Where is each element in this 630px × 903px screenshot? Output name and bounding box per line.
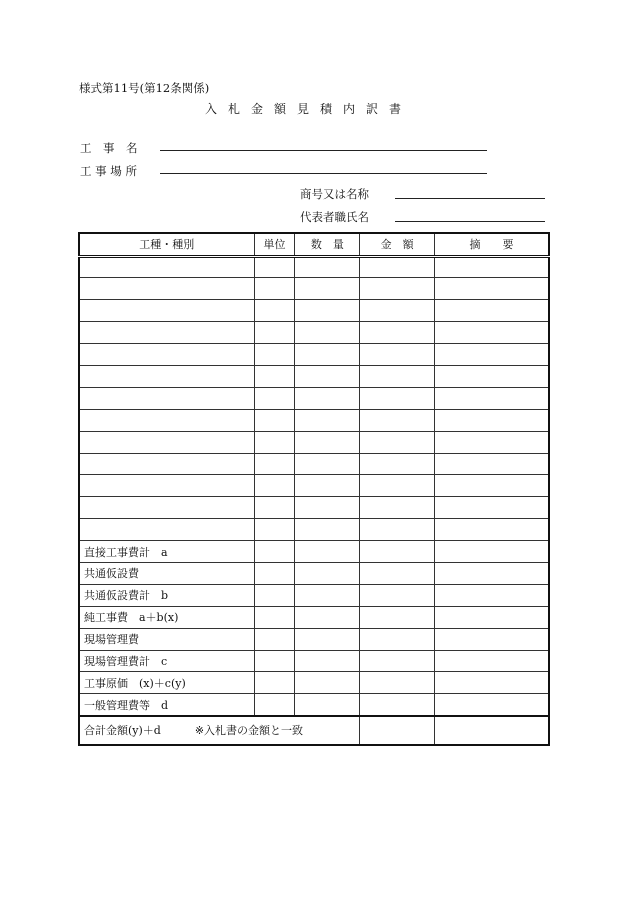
quantity-cell[interactable] — [295, 541, 360, 563]
total-amount-cell[interactable] — [360, 716, 435, 745]
unit-cell[interactable] — [254, 606, 295, 628]
summary-label: 純工事費 a＋b(x) — [79, 606, 254, 628]
total-label: 合計金額(y)＋d — [84, 724, 161, 738]
form-number: 様式第11号(第12条関係) — [79, 81, 210, 95]
amount-cell[interactable] — [360, 300, 435, 322]
work-type-cell[interactable] — [79, 431, 254, 453]
table-header-row — [79, 233, 549, 256]
table-row — [79, 387, 549, 409]
work-type-cell[interactable] — [79, 387, 254, 409]
summary-row — [79, 606, 549, 628]
remarks-cell[interactable] — [434, 650, 549, 672]
table-row — [79, 256, 549, 278]
amount-cell[interactable] — [360, 497, 435, 519]
work-type-cell[interactable] — [79, 256, 254, 278]
header-unit: 単位 — [254, 233, 295, 256]
remarks-cell[interactable] — [434, 409, 549, 431]
amount-cell[interactable] — [360, 475, 435, 497]
amount-cell[interactable] — [360, 256, 435, 278]
amount-cell[interactable] — [360, 409, 435, 431]
total-note: ※入札書の金額と一致 — [194, 724, 304, 738]
amount-cell[interactable] — [360, 278, 435, 300]
amount-cell[interactable] — [360, 322, 435, 344]
quantity-cell[interactable] — [295, 562, 360, 584]
table-row — [79, 300, 549, 322]
amount-cell[interactable] — [360, 584, 435, 606]
amount-cell[interactable] — [360, 694, 435, 716]
summary-label: 現場管理費計 c — [79, 650, 254, 672]
quantity-cell[interactable] — [295, 322, 360, 344]
breakdown-table — [78, 232, 550, 746]
remarks-cell[interactable] — [434, 672, 549, 694]
quantity-cell[interactable] — [295, 628, 360, 650]
amount-cell[interactable] — [360, 650, 435, 672]
work-type-cell[interactable] — [79, 278, 254, 300]
remarks-cell[interactable] — [434, 365, 549, 387]
quantity-cell[interactable] — [295, 387, 360, 409]
remarks-cell[interactable] — [434, 497, 549, 519]
summary-label: 一般管理費等 d — [79, 694, 254, 716]
table-row — [79, 453, 549, 475]
unit-cell[interactable] — [254, 562, 295, 584]
summary-row — [79, 541, 549, 563]
unit-cell[interactable] — [254, 300, 295, 322]
work-site-field[interactable] — [160, 173, 487, 174]
quantity-cell[interactable] — [295, 475, 360, 497]
quantity-cell[interactable] — [295, 278, 360, 300]
unit-cell[interactable] — [254, 672, 295, 694]
quantity-cell[interactable] — [295, 300, 360, 322]
unit-cell[interactable] — [254, 278, 295, 300]
table-row — [79, 519, 549, 541]
remarks-cell[interactable] — [434, 344, 549, 366]
summary-label: 直接工事費計 a — [79, 541, 254, 563]
amount-cell[interactable] — [360, 431, 435, 453]
quantity-cell[interactable] — [295, 584, 360, 606]
quantity-cell[interactable] — [295, 256, 360, 278]
quantity-cell[interactable] — [295, 453, 360, 475]
amount-cell[interactable] — [360, 453, 435, 475]
quantity-cell[interactable] — [295, 519, 360, 541]
remarks-cell[interactable] — [434, 584, 549, 606]
quantity-cell[interactable] — [295, 672, 360, 694]
remarks-cell[interactable] — [434, 322, 549, 344]
remarks-cell[interactable] — [434, 541, 549, 563]
summary-label: 共通仮設費 — [79, 562, 254, 584]
amount-cell[interactable] — [360, 606, 435, 628]
total-remarks-cell[interactable] — [434, 716, 549, 745]
remarks-cell[interactable] — [434, 606, 549, 628]
unit-cell[interactable] — [254, 256, 295, 278]
remarks-cell[interactable] — [434, 431, 549, 453]
table-row — [79, 365, 549, 387]
unit-cell[interactable] — [254, 475, 295, 497]
summary-row — [79, 584, 549, 606]
unit-cell[interactable] — [254, 497, 295, 519]
amount-cell[interactable] — [360, 344, 435, 366]
table-row — [79, 431, 549, 453]
remarks-cell[interactable] — [434, 694, 549, 716]
quantity-cell[interactable] — [295, 409, 360, 431]
summary-row — [79, 628, 549, 650]
table-row — [79, 475, 549, 497]
unit-cell[interactable] — [254, 584, 295, 606]
quantity-cell[interactable] — [295, 365, 360, 387]
document-title: 入札金額見積内訳書 — [205, 102, 413, 116]
remarks-cell[interactable] — [434, 475, 549, 497]
remarks-cell[interactable] — [434, 300, 549, 322]
work-type-cell[interactable] — [79, 365, 254, 387]
amount-cell[interactable] — [360, 562, 435, 584]
unit-cell[interactable] — [254, 409, 295, 431]
work-type-cell[interactable] — [79, 322, 254, 344]
work-type-cell[interactable] — [79, 475, 254, 497]
total-row — [79, 716, 549, 745]
work-type-cell[interactable] — [79, 344, 254, 366]
unit-cell[interactable] — [254, 628, 295, 650]
summary-label: 現場管理費 — [79, 628, 254, 650]
table-row — [79, 344, 549, 366]
unit-cell[interactable] — [254, 694, 295, 716]
summary-row — [79, 562, 549, 584]
unit-cell[interactable] — [254, 453, 295, 475]
remarks-cell[interactable] — [434, 278, 549, 300]
total-label-cell — [79, 716, 360, 745]
unit-cell[interactable] — [254, 431, 295, 453]
header-quantity: 数 量 — [295, 233, 360, 256]
work-type-cell[interactable] — [79, 519, 254, 541]
amount-cell[interactable] — [360, 519, 435, 541]
remarks-cell[interactable] — [434, 256, 549, 278]
summary-label: 共通仮設費計 b — [79, 584, 254, 606]
work-site-label: 工 事 場 所 — [80, 164, 137, 178]
unit-cell[interactable] — [254, 541, 295, 563]
remarks-cell[interactable] — [434, 519, 549, 541]
work-type-cell[interactable] — [79, 453, 254, 475]
work-name-field[interactable] — [160, 150, 487, 151]
unit-cell[interactable] — [254, 387, 295, 409]
table-row — [79, 497, 549, 519]
unit-cell[interactable] — [254, 365, 295, 387]
work-name-label: 工 事 名 — [80, 141, 138, 155]
trade-name-field[interactable] — [395, 198, 545, 199]
trade-name-label: 商号又は名称 — [300, 187, 369, 201]
quantity-cell[interactable] — [295, 606, 360, 628]
amount-cell[interactable] — [360, 365, 435, 387]
quantity-cell[interactable] — [295, 694, 360, 716]
unit-cell[interactable] — [254, 519, 295, 541]
header-remarks: 摘 要 — [434, 233, 549, 256]
amount-cell[interactable] — [360, 541, 435, 563]
summary-row — [79, 650, 549, 672]
amount-cell[interactable] — [360, 387, 435, 409]
table-row — [79, 278, 549, 300]
table-row — [79, 322, 549, 344]
quantity-cell[interactable] — [295, 344, 360, 366]
representative-field[interactable] — [395, 221, 545, 222]
unit-cell[interactable] — [254, 322, 295, 344]
summary-label: 工事原価 (x)＋c(y) — [79, 672, 254, 694]
quantity-cell[interactable] — [295, 497, 360, 519]
summary-row — [79, 672, 549, 694]
unit-cell[interactable] — [254, 650, 295, 672]
unit-cell[interactable] — [254, 344, 295, 366]
table-row — [79, 409, 549, 431]
remarks-cell[interactable] — [434, 387, 549, 409]
table-body — [79, 256, 549, 745]
header-amount: 金 額 — [360, 233, 435, 256]
work-type-cell[interactable] — [79, 409, 254, 431]
work-type-cell[interactable] — [79, 497, 254, 519]
remarks-cell[interactable] — [434, 453, 549, 475]
representative-label: 代表者職氏名 — [300, 210, 369, 224]
remarks-cell[interactable] — [434, 562, 549, 584]
work-type-cell[interactable] — [79, 300, 254, 322]
quantity-cell[interactable] — [295, 650, 360, 672]
header-work-type: 工種・種別 — [79, 233, 254, 256]
summary-row — [79, 694, 549, 716]
amount-cell[interactable] — [360, 672, 435, 694]
remarks-cell[interactable] — [434, 628, 549, 650]
amount-cell[interactable] — [360, 628, 435, 650]
quantity-cell[interactable] — [295, 431, 360, 453]
